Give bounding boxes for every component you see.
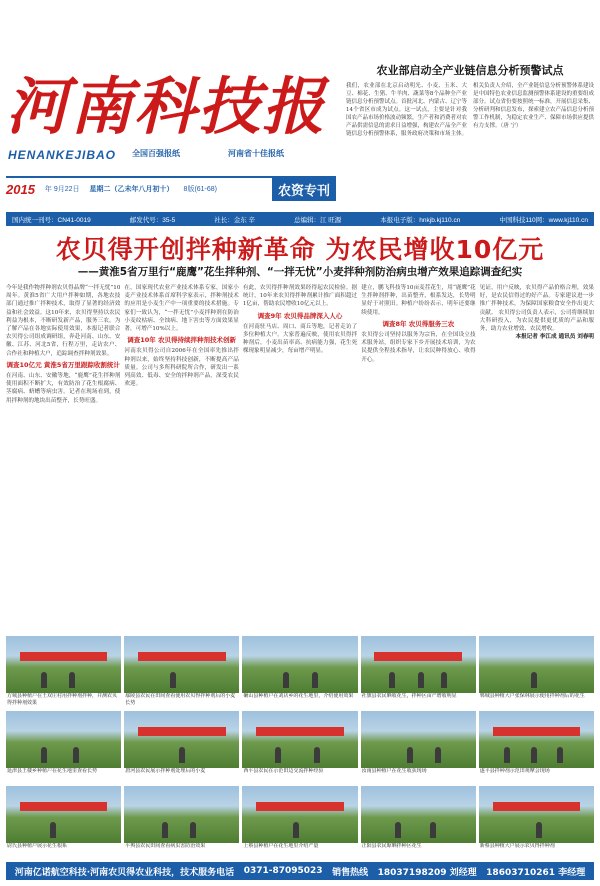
masthead bbox=[6, 62, 336, 172]
info-epaper: 本报电子版：hnkjb.kj110.cn bbox=[380, 216, 461, 224]
article-col-4-text: 建立，鹏飞科技等10亩麦茬花生，用“鹿鹰”花生拌种剂拌种，出苗整齐，根系发达，长势明显好于对照田。种植户纷纷表示，明年还要继续使用。 bbox=[361, 285, 476, 316]
edition-label: 农资专刊 bbox=[272, 178, 336, 201]
article-col-3-text: 有此，农贝得拌种剂效果经得起农民检验。据统计，10年来农贝得拌种剂累计推广面积超过1亿亩，帮助农民增收10亿元以上。 bbox=[242, 285, 358, 308]
issue-weekday: 星期二（乙未年八月初十） bbox=[89, 186, 174, 193]
info-chief-editor: 总编辑：江 旺源 bbox=[293, 216, 342, 224]
photo-item bbox=[479, 711, 594, 783]
issue-pages: 8版(61-68) bbox=[183, 186, 218, 193]
photo-image bbox=[6, 711, 121, 768]
article-col-5-text-b: 农贝得公司负责人表示，公司将继续加大科研投入，为农民提供更优质的产品和服务，助力农业增效、农民增收。 bbox=[479, 309, 595, 333]
article-col-1-text-b: 在河南、山东、安徽等地，“鹿鹰”花生拌种剂使用面积不断扩大，有效防治了花生根腐病、茎腐病、蛴螬等病虫害。记者在现场看到，使用拌种剂的地块出苗整齐，长势旺盛。 bbox=[6, 373, 121, 404]
newspaper-title: 河南科技报 bbox=[6, 70, 327, 143]
article-col-5-text: 见证，用户反映，农贝得产品价格合理，效果好，是农民信得过的好产品。专家建议进一步推广拌种技术，为保障国家粮食安全作出更大贡献。 bbox=[479, 285, 595, 316]
photo-image bbox=[242, 636, 357, 693]
photo-image bbox=[6, 786, 121, 843]
photo-caption: 西平县农民在示范田边交流拌种经验 bbox=[243, 768, 324, 774]
footer-service-tel: 0371-87095023 bbox=[243, 866, 323, 876]
photo-caption: 正阳县农民晾晒拌种区花生 bbox=[361, 843, 422, 849]
newspaper-logo bbox=[6, 68, 336, 146]
top-article-title: 农业部启动全产业链信息分析预警试点 bbox=[376, 64, 564, 77]
article-col-4-text-b: 农贝得公司坚持以服务为宗旨，在全国设立技术服务站，组织专家下乡开展技术培训，为农民提供全程技术指导，让农民种得放心、收得开心。 bbox=[361, 332, 476, 363]
top-article bbox=[346, 62, 594, 212]
photo-caption: 遂平县拌种剂示范田观摩会现场 bbox=[479, 768, 550, 774]
article-col-3-text-b: 在河南驻马店、周口、商丘等地，记者走访了多位种植大户。大家普遍反映，使用农贝得拌种剂后，小麦出苗率高、抗病能力强，花生死棵现象明显减少，每亩增产明显。 bbox=[242, 323, 358, 355]
issue-year: 2015 bbox=[6, 181, 35, 197]
top-article-col-1: 我们，农业部在北京启动明光、小麦、玉米、大豆、棉花、生猪、牛羊肉、蔬菜等8个品种全产业链信息分析预警试点。首批河北、内蒙古、辽宁等14个省区市成为试点。这一试点，主要是针对我国农产品市场价格波动频繁，生产者和消费者对农产品供需信息的需求日益增强，构建农产品全产业链信息分析预警体系，服务政府决策和市场主体。 bbox=[346, 83, 467, 137]
article-author: 本报记者 李江成 通讯员 刘春明 bbox=[515, 334, 595, 341]
photo-image bbox=[242, 786, 357, 843]
photo-item bbox=[124, 786, 239, 858]
info-bar bbox=[6, 212, 594, 226]
article-col-1-text: 今年是我作物拌种剂农贝得品牌“一拌无忧”10周年。黄淮5省广大用户拌种如期，各地农技部门通过推广拌种技术，取得了显著的经济效益和社会效益。这10年来，农贝得坚持以农民利益为根本，不断研发新产品，服务三农。为了解产品在各地实际使用效果，本报记者联合农贝得公司组成调研组，奔赴河南、山东、安徽、江苏、河北5省，行程万里，走访农户、合作社和种植大户，追踪调查拌种剂效果。 bbox=[6, 285, 121, 357]
photo-item bbox=[124, 711, 239, 783]
photo-item bbox=[6, 786, 121, 858]
photo-item bbox=[479, 636, 594, 708]
newspaper-english-title: HENANKEJIBAO bbox=[8, 148, 117, 162]
photo-caption: 社旗县农民晒收花生，拌种区亩产增收明显 bbox=[361, 693, 457, 699]
article-col-5 bbox=[480, 284, 594, 632]
article-col-2-text-b: 河南农贝得公司自2006年在全国率先推出拌种剂以来，始终坚持科技创新，不断提高产品质量。公司与多所科研院所合作，研发出一系列高效、低毒、安全的拌种剂产品，深受农民欢迎。 bbox=[124, 348, 239, 388]
footer-bar bbox=[6, 862, 594, 880]
article-col-2 bbox=[124, 284, 238, 632]
top-article-col-2: 相关负责人介绍，全产业链信息分析预警体系建设是中国特色农业信息监测预警体系建设的重要组成部分。试点省份要按照统一标准，开展信息采集、分析研判和信息发布，探索建立农产品信息分析预警工作机制，为稳定农业生产、保障市场供应提供有力支撑。（唐 宁） bbox=[473, 83, 594, 129]
footer-sales-tel-1: 18037198209 刘经理 bbox=[377, 867, 477, 878]
info-director: 社长：金东 辛 bbox=[214, 216, 256, 224]
photo-caption: 上蔡县种植户在花生地里介绍产量 bbox=[243, 843, 319, 849]
section-heading: 调查8年 农贝得服务三农 bbox=[382, 319, 455, 328]
section-heading: 调查9年 农贝得品牌深入人心 bbox=[257, 311, 343, 320]
photo-caption: 新蔡县种植大户展示农贝得拌种剂 bbox=[479, 843, 555, 849]
photo-image bbox=[124, 636, 239, 693]
article-body bbox=[6, 284, 594, 632]
photo-item bbox=[6, 711, 121, 783]
section-heading: 调查10亿元 黄淮5省万里跟踪收割统计 bbox=[6, 360, 120, 369]
footer-sales-tel-2: 18603710261 李经理 bbox=[486, 867, 586, 878]
info-cn-number: 国内统一刊号：CN41-0019 bbox=[12, 216, 91, 224]
photo-image bbox=[479, 786, 594, 843]
headline bbox=[6, 230, 594, 266]
photo-image bbox=[6, 636, 121, 693]
photo-caption: 延津县王楼乡种植户在花生地里查看长势 bbox=[7, 768, 98, 774]
photo-item bbox=[479, 786, 594, 858]
photo-item bbox=[124, 636, 239, 708]
photo-item bbox=[361, 711, 476, 783]
subheadline: ——黄淮5省万里行“鹿鹰”花生拌种剂、“一拌无忧”小麦拌种剂防治病虫增产效果追踪调查纪实 bbox=[77, 266, 523, 278]
photo-caption: 鄢陵县农民在田间查看使用农贝得拌种剂后的小麦长势 bbox=[125, 693, 236, 706]
dateline bbox=[6, 176, 336, 200]
photo-item bbox=[242, 711, 357, 783]
photo-image bbox=[124, 711, 239, 768]
photo-item bbox=[361, 786, 476, 858]
photo-grid bbox=[6, 636, 594, 858]
photo-image bbox=[479, 636, 594, 693]
photo-image bbox=[124, 786, 239, 843]
info-website: 中国科技110网：www.kj110.cn bbox=[499, 216, 588, 224]
photo-image bbox=[361, 711, 476, 768]
article-col-2-text: 在，国家现代农业产业技术体系专家，国家小麦产业技术体系首席科学家表示，拌种剂技术的应用是小麦生产中一项重要的技术措施。专家们一致认为，“一拌无忧”小麦拌种剂在防治小麦纹枯病、全蚀病、地下害虫等方面效果显著，可增产10%以上。 bbox=[124, 285, 239, 333]
headline-text: 农贝得开创拌种新革命 为农民增收10亿元 bbox=[55, 235, 545, 264]
article-col-3 bbox=[243, 284, 357, 632]
photo-caption: 唐河县农民展示拌种剂处理后的小麦 bbox=[125, 768, 206, 774]
issue-date: 年 9月22日 bbox=[44, 186, 80, 193]
photo-image bbox=[361, 636, 476, 693]
tagline-right: 河南省十佳报纸 bbox=[228, 149, 284, 158]
photo-item bbox=[242, 786, 357, 858]
photo-item bbox=[6, 636, 121, 708]
photo-item bbox=[242, 636, 357, 708]
photo-caption: 方城县种植户在王双庄村用拌种剂拌种，并测农贝得拌种剂效果 bbox=[7, 693, 118, 706]
photo-caption: 郸城县种植大户张保林展示使用拌种剂后的花生 bbox=[479, 693, 585, 699]
photo-image bbox=[479, 711, 594, 768]
photo-image bbox=[361, 786, 476, 843]
article-col-1 bbox=[6, 284, 120, 632]
footer-sales-label: 销售热线 bbox=[332, 867, 369, 878]
photo-caption: 确山县种植户在刘店乡的花生地里，介绍使用效果 bbox=[243, 693, 354, 699]
photo-image bbox=[242, 711, 357, 768]
tagline-left: 全国百强报纸 bbox=[132, 149, 180, 158]
article-col-4 bbox=[361, 284, 475, 632]
section-heading: 调查10年 农贝得持续拌种剂技术创新 bbox=[127, 336, 237, 345]
photo-item bbox=[361, 636, 476, 708]
footer-company: 河南亿诺航空科技·河南农贝得农业科技，技术服务电话 bbox=[14, 867, 235, 878]
photo-caption: 平舆县农民田间查看病虫害防治效果 bbox=[125, 843, 206, 849]
info-post-code: 邮发代号：35-5 bbox=[129, 216, 176, 224]
photo-caption: 汝南县种植户在花生收获现场 bbox=[361, 768, 427, 774]
photo-caption: 尉氏县种植户展示花生根系 bbox=[7, 843, 68, 849]
